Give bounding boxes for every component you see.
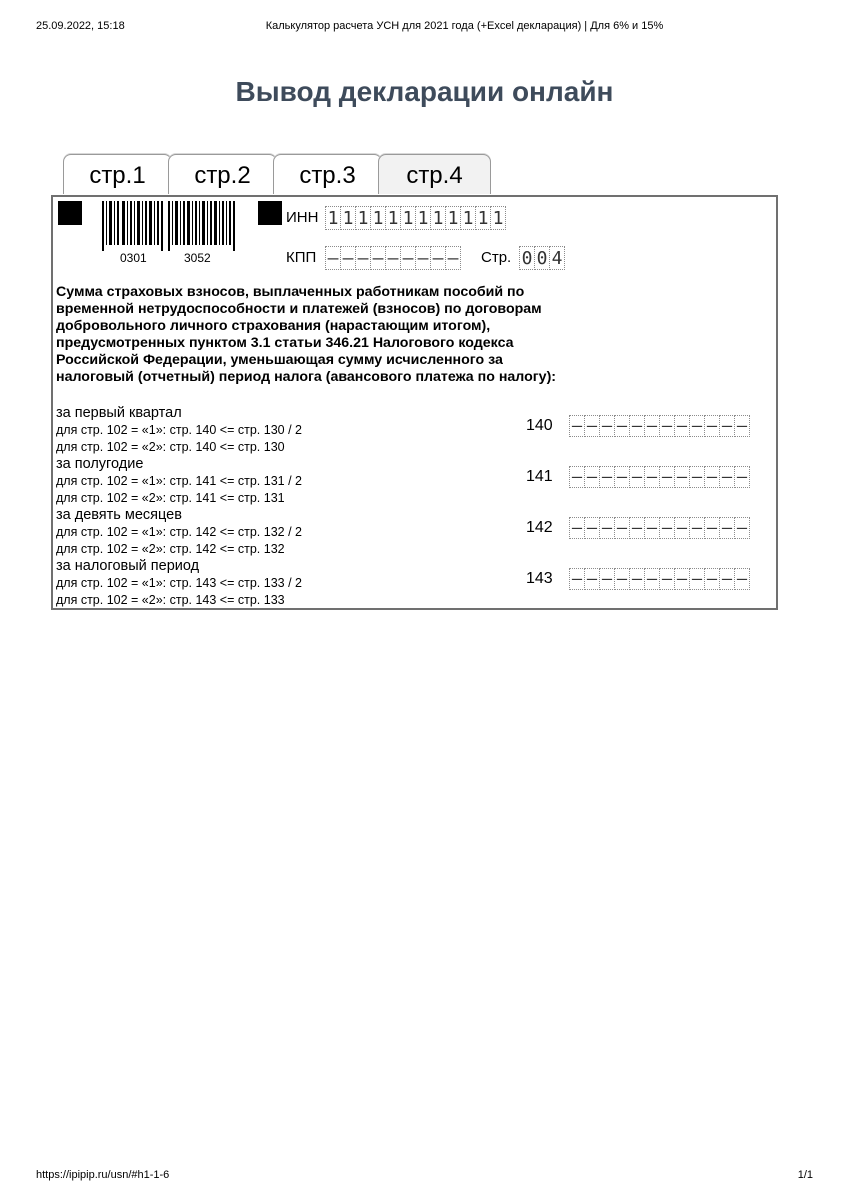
inn-cell: 1 bbox=[400, 206, 416, 230]
corner-marker-left bbox=[58, 201, 82, 225]
kpp-cell: – bbox=[400, 246, 416, 270]
kpp-cell: – bbox=[415, 246, 431, 270]
value-cell: – bbox=[689, 568, 705, 590]
kpp-cell: – bbox=[355, 246, 371, 270]
print-doc-title: Калькулятор расчета УСН для 2021 года (+Excel декларация) | Для 6% и 15% bbox=[265, 20, 664, 32]
inn-cells bbox=[325, 206, 505, 230]
value-cell: – bbox=[734, 517, 750, 539]
tab-page-2[interactable]: стр.2 bbox=[168, 154, 277, 194]
value-cell: – bbox=[569, 568, 585, 590]
tab-page-1[interactable]: стр.1 bbox=[63, 154, 172, 194]
print-datetime: 25.09.2022, 15:18 bbox=[36, 20, 125, 32]
value-cell: – bbox=[614, 568, 630, 590]
kpp-cells bbox=[325, 246, 460, 270]
value-cell: – bbox=[584, 415, 600, 437]
value-cell: – bbox=[584, 466, 600, 488]
row-value-cells bbox=[569, 415, 749, 437]
value-cell: – bbox=[599, 568, 615, 590]
value-cell: – bbox=[689, 517, 705, 539]
value-cell: – bbox=[689, 466, 705, 488]
form-row-143 bbox=[56, 558, 774, 608]
value-cell: – bbox=[704, 415, 720, 437]
row-rule-1: для стр. 102 = «1»: стр. 142 <= стр. 132 / 2 bbox=[56, 525, 302, 539]
inn-cell: 1 bbox=[475, 206, 491, 230]
value-cell: – bbox=[659, 466, 675, 488]
value-cell: – bbox=[689, 415, 705, 437]
page-number-cell: 0 bbox=[519, 246, 535, 270]
row-code: 143 bbox=[526, 570, 553, 587]
inn-cell: 1 bbox=[385, 206, 401, 230]
form-row-140 bbox=[56, 405, 774, 455]
inn-label: ИНН bbox=[286, 209, 319, 226]
value-cell: – bbox=[719, 568, 735, 590]
row-code: 142 bbox=[526, 519, 553, 536]
form-row-142 bbox=[56, 507, 774, 557]
value-cell: – bbox=[719, 415, 735, 437]
kpp-cell: – bbox=[445, 246, 461, 270]
kpp-label: КПП bbox=[286, 249, 317, 266]
value-cell: – bbox=[674, 517, 690, 539]
row-value-cells bbox=[569, 568, 749, 590]
value-cell: – bbox=[719, 517, 735, 539]
kpp-cell: – bbox=[325, 246, 341, 270]
row-title: за первый квартал bbox=[56, 405, 182, 421]
row-rule-1: для стр. 102 = «1»: стр. 141 <= стр. 131 / 2 bbox=[56, 474, 302, 488]
tab-page-4[interactable]: стр.4 bbox=[378, 154, 491, 194]
value-cell: – bbox=[659, 568, 675, 590]
inn-cell: 1 bbox=[490, 206, 506, 230]
inn-cell: 1 bbox=[415, 206, 431, 230]
value-cell: – bbox=[614, 517, 630, 539]
kpp-cell: – bbox=[430, 246, 446, 270]
page-number-label: Стр. bbox=[481, 249, 512, 266]
value-cell: – bbox=[569, 466, 585, 488]
value-cell: – bbox=[629, 568, 645, 590]
value-cell: – bbox=[644, 415, 660, 437]
row-rule-2: для стр. 102 = «2»: стр. 142 <= стр. 132 bbox=[56, 542, 285, 556]
value-cell: – bbox=[734, 568, 750, 590]
value-cell: – bbox=[584, 517, 600, 539]
row-rule-2: для стр. 102 = «2»: стр. 143 <= стр. 133 bbox=[56, 593, 285, 607]
row-rule-2: для стр. 102 = «2»: стр. 140 <= стр. 130 bbox=[56, 440, 285, 454]
value-cell: – bbox=[569, 415, 585, 437]
kpp-cell: – bbox=[340, 246, 356, 270]
value-cell: – bbox=[734, 466, 750, 488]
inn-cell: 1 bbox=[340, 206, 356, 230]
kpp-cell: – bbox=[370, 246, 386, 270]
value-cell: – bbox=[674, 466, 690, 488]
row-title: за девять месяцев bbox=[56, 507, 182, 523]
value-cell: – bbox=[704, 517, 720, 539]
row-code: 141 bbox=[526, 468, 553, 485]
value-cell: – bbox=[614, 415, 630, 437]
value-cell: – bbox=[659, 415, 675, 437]
value-cell: – bbox=[644, 466, 660, 488]
value-cell: – bbox=[569, 517, 585, 539]
page-number-cells bbox=[519, 246, 564, 270]
value-cell: – bbox=[599, 466, 615, 488]
page-number-cell: 4 bbox=[549, 246, 565, 270]
value-cell: – bbox=[659, 517, 675, 539]
inn-cell: 1 bbox=[325, 206, 341, 230]
inn-cell: 1 bbox=[430, 206, 446, 230]
value-cell: – bbox=[674, 568, 690, 590]
value-cell: – bbox=[629, 466, 645, 488]
value-cell: – bbox=[644, 517, 660, 539]
row-value-cells bbox=[569, 517, 749, 539]
tab-page-3[interactable]: стр.3 bbox=[273, 154, 382, 194]
row-title: за налоговый период bbox=[56, 558, 200, 574]
row-rule-1: для стр. 102 = «1»: стр. 143 <= стр. 133 / 2 bbox=[56, 576, 302, 590]
print-url: https://ipipip.ru/usn/#h1-1-6 bbox=[36, 1169, 170, 1181]
value-cell: – bbox=[644, 568, 660, 590]
value-cell: – bbox=[584, 568, 600, 590]
print-header bbox=[36, 20, 813, 36]
value-cell: – bbox=[614, 466, 630, 488]
corner-marker-right bbox=[258, 201, 282, 225]
value-cell: – bbox=[674, 415, 690, 437]
value-cell: – bbox=[629, 517, 645, 539]
value-cell: – bbox=[599, 415, 615, 437]
value-cell: – bbox=[704, 466, 720, 488]
page-number-cell: 0 bbox=[534, 246, 550, 270]
inn-cell: 1 bbox=[445, 206, 461, 230]
row-code: 140 bbox=[526, 417, 553, 434]
value-cell: – bbox=[704, 568, 720, 590]
inn-cell: 1 bbox=[460, 206, 476, 230]
page-title: Вывод декларации онлайн bbox=[235, 76, 614, 107]
row-rule-2: для стр. 102 = «2»: стр. 141 <= стр. 131 bbox=[56, 491, 285, 505]
value-cell: – bbox=[599, 517, 615, 539]
value-cell: – bbox=[629, 415, 645, 437]
row-title: за полугодие bbox=[56, 456, 144, 472]
section-description: Сумма страховых взносов, выплаченных работникам пособий по временной нетрудоспособности и платежей (взносов) по договорам добровольного личного страхования (нарастающим итогом), предусмотренных пунктом 3.1 статьи 346.21 Налогового кодекса Российской Федерации, уменьшающая сумму исчисленного за налоговый (отчетный) период налога (авансового платежа по налогу): bbox=[56, 284, 557, 385]
barcode-number-right: 3052 bbox=[184, 251, 211, 265]
barcode-icon bbox=[98, 201, 238, 251]
barcode-number-left: 0301 bbox=[120, 251, 147, 265]
row-rule-1: для стр. 102 = «1»: стр. 140 <= стр. 130 / 2 bbox=[56, 423, 302, 437]
inn-cell: 1 bbox=[370, 206, 386, 230]
value-cell: – bbox=[734, 415, 750, 437]
inn-cell: 1 bbox=[355, 206, 371, 230]
value-cell: – bbox=[719, 466, 735, 488]
kpp-cell: – bbox=[385, 246, 401, 270]
form-row-141 bbox=[56, 456, 774, 506]
print-pager: 1/1 bbox=[797, 1169, 813, 1181]
row-value-cells bbox=[569, 466, 749, 488]
